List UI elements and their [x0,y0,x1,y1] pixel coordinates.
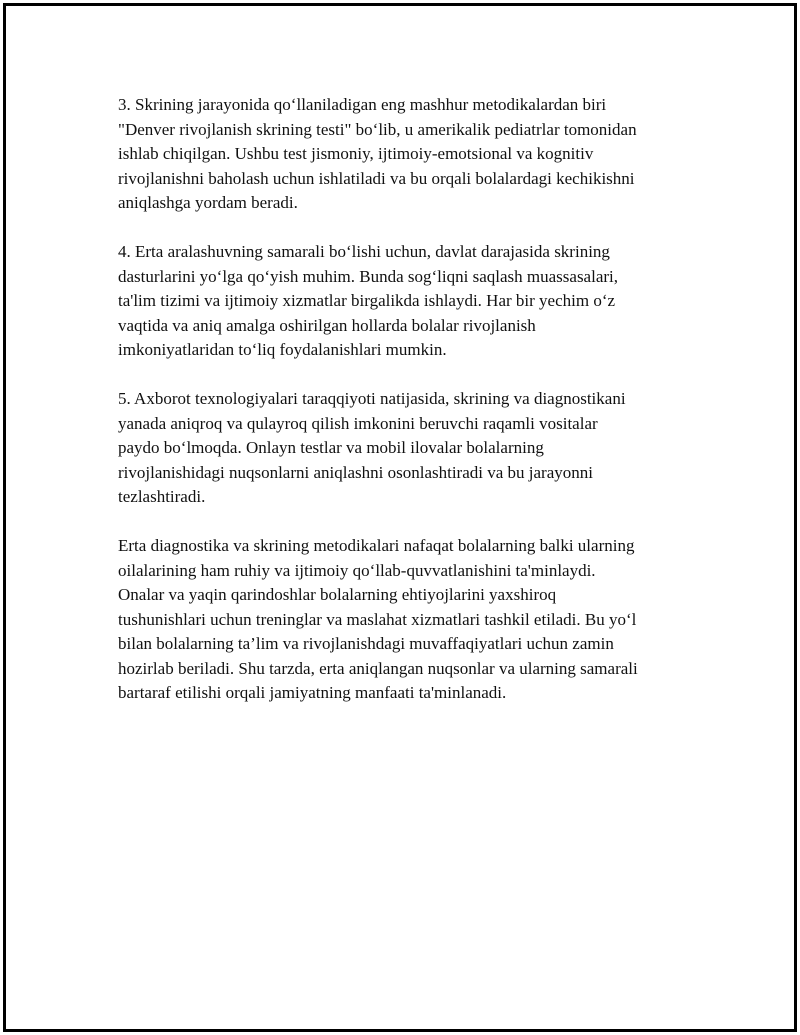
text-line: 3. Skrining jarayonida qo‘llaniladigan eng mashhur metodikalardan biri [118,95,607,114]
text-line: ta'lim tizimi va ijtimoiy xizmatlar birgalikda ishlaydi. Har bir yechim o‘z [118,291,616,310]
paragraph-3 [118,93,690,216]
text-line: bilan bolalarning ta’lim va rivojlanishdagi muvaffaqiyatlari uchun zamin [118,634,614,653]
text-line: dasturlarini yo‘lga qo‘yish muhim. Bunda sog‘liqni saqlash muassasalari, [118,266,619,286]
paragraph-4 [118,240,690,363]
text-line: hozirlab beriladi. Shu tarzda, erta aniqlangan nuqsonlar va ularning samarali [118,658,638,678]
text-line: rivojlanishni baholash uchun ishlatiladi va bu orqali bolalardagi kechikishni [118,168,635,188]
text-line: bartaraf etilishi orqali jamiyatning manfaati ta'minlanadi. [118,683,507,702]
text-line: rivojlanishidagi nuqsonlarni aniqlashni osonlashtiradi va bu jarayonni [118,462,593,482]
text-line: tushunishlari uchun treninglar va maslahat xizmatlari tashkil etiladi. Bu yo‘l [118,609,637,629]
text-line: yanada aniqroq va qulayroq qilish imkonini beruvchi raqamli vositalar [118,413,598,433]
paragraph-conclusion [118,534,690,706]
text-line: aniqlashga yordam beradi. [118,193,298,212]
text-line: ishlab chiqilgan. Ushbu test jismoniy, ijtimoiy-emotsional va kognitiv [118,144,594,163]
text-line: paydo bo‘lmoqda. Onlayn testlar va mobil ilovalar bolalarning [118,438,544,457]
text-line: 4. Erta aralashuvning samarali bo‘lishi uchun, davlat darajasida skrining [118,242,610,261]
text-line: tezlashtiradi. [118,487,206,506]
paragraph-5 [118,387,690,510]
text-line: vaqtida va aniq amalga oshirilgan hollarda bolalar rivojlanish [118,315,536,335]
text-line: Erta diagnostika va skrining metodikalari nafaqat bolalarning balki ularning [118,536,635,555]
text-line: oilalarining ham ruhiy va ijtimoiy qo‘llab-quvvatlanishini ta'minlaydi. [118,560,596,580]
document-body [118,93,690,730]
text-line: imkoniyatlaridan to‘liq foydalanishlari mumkin. [118,340,447,359]
text-line: Onalar va yaqin qarindoshlar bolalarning ehtiyojlarini yaxshiroq [118,585,557,604]
text-line: "Denver rivojlanish skrining testi" bo‘lib, u amerikalik pediatrlar tomonidan [118,119,637,139]
text-line: 5. Axborot texnologiyalari taraqqiyoti natijasida, skrining va diagnostikani [118,389,626,408]
